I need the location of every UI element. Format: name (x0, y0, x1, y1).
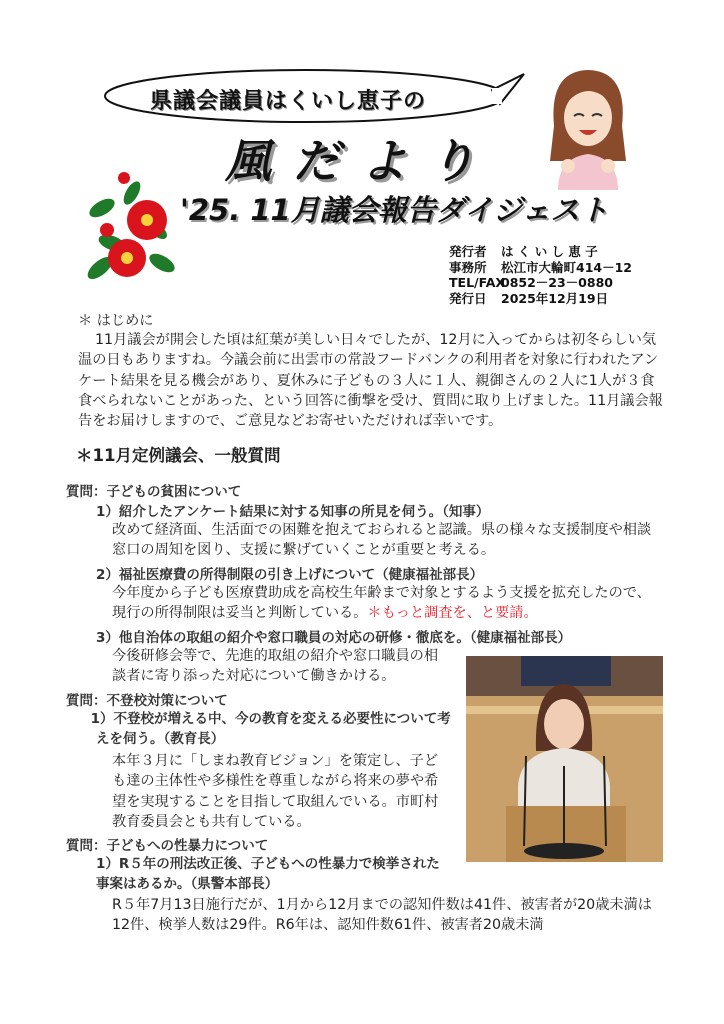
answer-text: 今後研修会等で、先進的取組の紹介や窓口職員の相談者に寄り添った対応について働きかける。 (112, 648, 439, 685)
question-item: 1）R５年の刑法改正後、子どもへの性暴力で検挙された事案はあるか。（県警本部長） (96, 856, 440, 892)
issue-date-row: 発行日 2025年12月19日 (449, 290, 609, 306)
intro-heading: ＊ はじめに (78, 313, 154, 329)
answer-text: 本年３月に「しまね教育ビジョン」を策定し、子ども達の主体性や多様性を尊重しながら将来の夢や希望を実現することを目指して取組んでいる。市町村教育委員会とも共有している。 (112, 753, 439, 830)
question-item: 1）紹介したアンケート結果に対する知事の所見を伺う。（知事） (96, 504, 490, 520)
answer-text: 改めて経済面、生活面での困難を抱えておられると認識。県の様々な支援制度や相談窓口の周知を図り、支援に繋げていくことが重要と考える。 (112, 522, 652, 559)
tel-fax-row: TEL/FAX0852－23－0880 (449, 275, 613, 290)
question-title: 質問：子どもの貧困について (66, 484, 242, 500)
councilor-illustration (544, 66, 632, 190)
question-title: 質問：子どもへの性暴力について (66, 838, 269, 854)
question-title: 質問：不登校対策について (66, 693, 228, 709)
question-item: 2）福祉医療費の所得制限の引き上げについて（健康福祉部長） (96, 567, 484, 583)
newsletter-subtitle: '25. 11月議会報告ダイジェスト (180, 193, 609, 227)
bubble-text: 県議会議員はくいし恵子の (150, 89, 427, 114)
answer-text: R５年7月13日施行だが、1月から12月までの認知件数は41件、被害者が20歳未満は12件、検挙人数は29件。R6年は、認知件数61件、被害者20歳未満 (112, 897, 652, 934)
councilor-speaking-photo (466, 656, 663, 862)
question-item: 3）他自治体の取組の紹介や窓口職員の対応の研修・徹底を。（健康福祉部長） (96, 630, 572, 646)
intro-text: 11月議会が開会した頃は紅葉が美しい日々でしたが、12月に入ってからは初冬らしい気温の日もありますね。今議会前に出雲市の常設フードバンクの利用者を対象に行われたアンケート結果を見る機会があり、夏休みに子どもの３人に１人、親御さんの２人に1人が３食食べられないことがあった、という回答に衝撃を受け、質問に取り上げました。11月議会報告をお届けしますので、ご意見などお寄せいただければ幸いです。 (78, 332, 663, 430)
publisher-row: 発行者 は く い し 恵 子 (449, 244, 598, 259)
question-item: 1）不登校が増える中、今の教育を変える必要性について考えを伺う。（教育長） (90, 711, 451, 747)
publisher-info (449, 244, 632, 306)
section-title: ＊11月定例議会、一般質問 (76, 446, 281, 465)
office-row: 事務所 松江市大輪町414－12 (449, 259, 632, 275)
camellia-flower-illustration (82, 168, 182, 286)
request-note: ＊もっと調査を、と要請。 (367, 605, 538, 622)
answer-text: 今年度から子ども医療費助成を高校生年齢まで対象とするよう支援を拡充したので、現行の所得制限は妥当と判断している。＊もっと調査を、と要請。 (112, 585, 651, 622)
newsletter-title: 風だより (225, 134, 497, 188)
